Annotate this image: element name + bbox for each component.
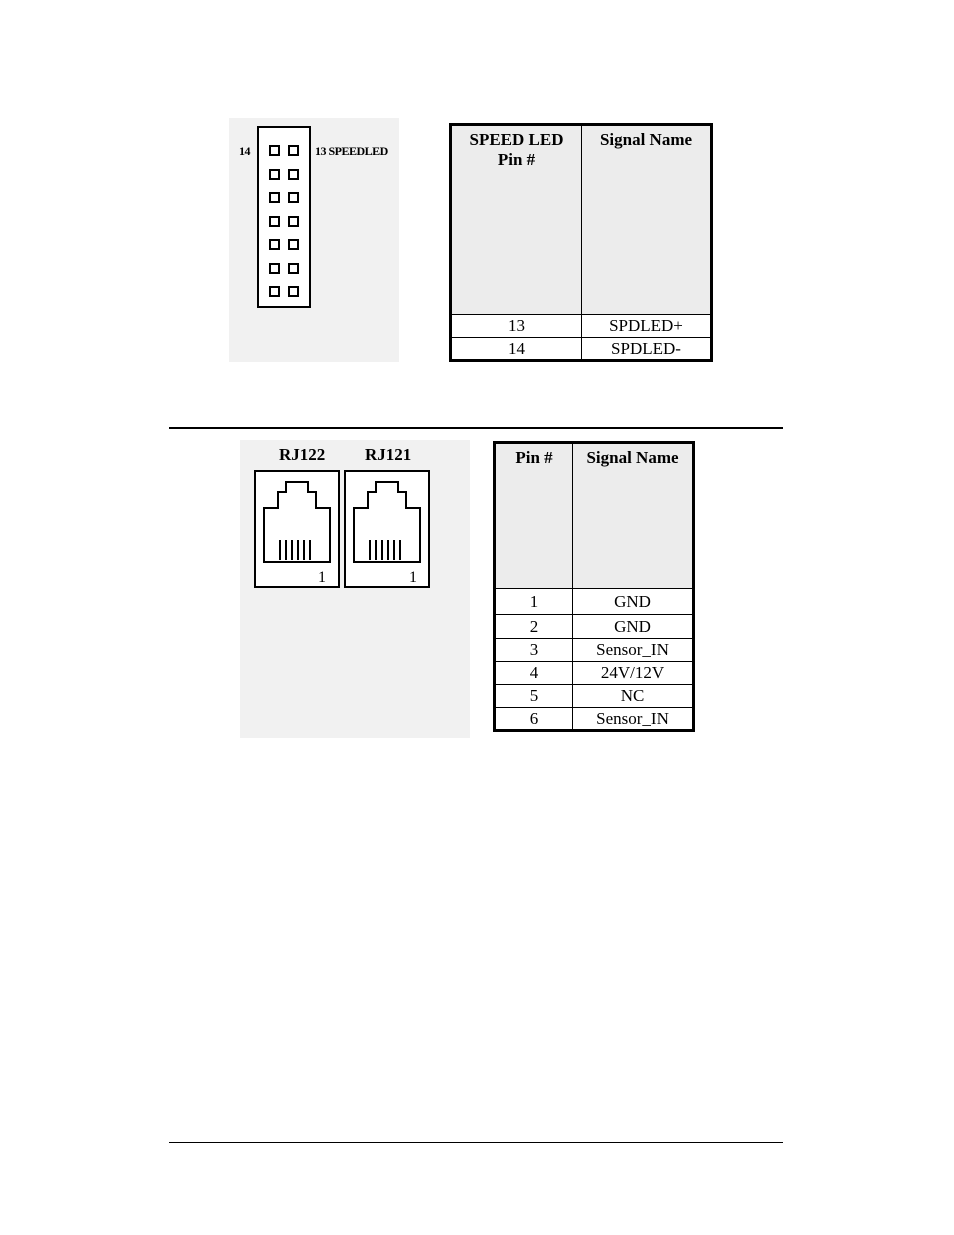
- table-row: [495, 615, 694, 639]
- speed-led-pin-table: [449, 123, 713, 362]
- header-pin: [288, 239, 299, 250]
- footer-divider: [169, 1142, 783, 1143]
- pin-number: 1: [495, 589, 573, 615]
- header-pin: [288, 216, 299, 227]
- rj121-label: RJ121: [365, 445, 412, 464]
- header-pin: [269, 145, 280, 156]
- table-row: [495, 639, 694, 662]
- rj122-jack: [254, 470, 340, 588]
- signal-name: SPDLED-: [582, 338, 712, 361]
- table-row: [451, 315, 712, 338]
- header-pin: [269, 239, 280, 250]
- rj122-label: RJ122: [279, 445, 326, 464]
- table-row: [495, 685, 694, 708]
- header-pin: [269, 286, 280, 297]
- header-pin: [288, 192, 299, 203]
- signal-name-header: Signal Name: [573, 443, 694, 589]
- rj-pin-table: [493, 441, 695, 732]
- rj121-jack: [344, 470, 430, 588]
- pin-number: 13: [451, 315, 582, 338]
- pin-number: 4: [495, 662, 573, 685]
- header-pin: [269, 169, 280, 180]
- header-pin: [288, 263, 299, 274]
- signal-name: 24V/12V: [573, 662, 694, 685]
- signal-name: SPDLED+: [582, 315, 712, 338]
- pin-number: 6: [495, 708, 573, 731]
- signal-name: GND: [573, 589, 694, 615]
- header-pin: [288, 145, 299, 156]
- pin-number: 5: [495, 685, 573, 708]
- table-row: [495, 708, 694, 731]
- signal-name: GND: [573, 615, 694, 639]
- signal-name: Sensor_IN: [573, 639, 694, 662]
- pin-number-header: Pin #: [495, 443, 573, 589]
- signal-name: NC: [573, 685, 694, 708]
- pin-number: 14: [451, 338, 582, 361]
- header-pin-13-speedled-label: 13 SPEEDLED: [315, 144, 388, 158]
- speed-led-pin-header: SPEED LED Pin #: [451, 125, 582, 315]
- table-row: [495, 662, 694, 685]
- header-pin: [288, 286, 299, 297]
- header-pin: [269, 263, 280, 274]
- header-pin-14-label: 14: [239, 144, 250, 158]
- signal-name: Sensor_IN: [573, 708, 694, 731]
- table-row: [495, 589, 694, 615]
- section-divider: [169, 427, 783, 429]
- pin-number: 3: [495, 639, 573, 662]
- signal-name-header: Signal Name: [582, 125, 712, 315]
- rj121-pin-one-label: 1: [409, 569, 417, 586]
- header-pin: [288, 169, 299, 180]
- rj122-pin-one-label: 1: [318, 569, 326, 586]
- header-pin: [269, 192, 280, 203]
- pin-number: 2: [495, 615, 573, 639]
- table-row: [451, 338, 712, 361]
- header-pin: [269, 216, 280, 227]
- pin-header-connector: [257, 126, 311, 308]
